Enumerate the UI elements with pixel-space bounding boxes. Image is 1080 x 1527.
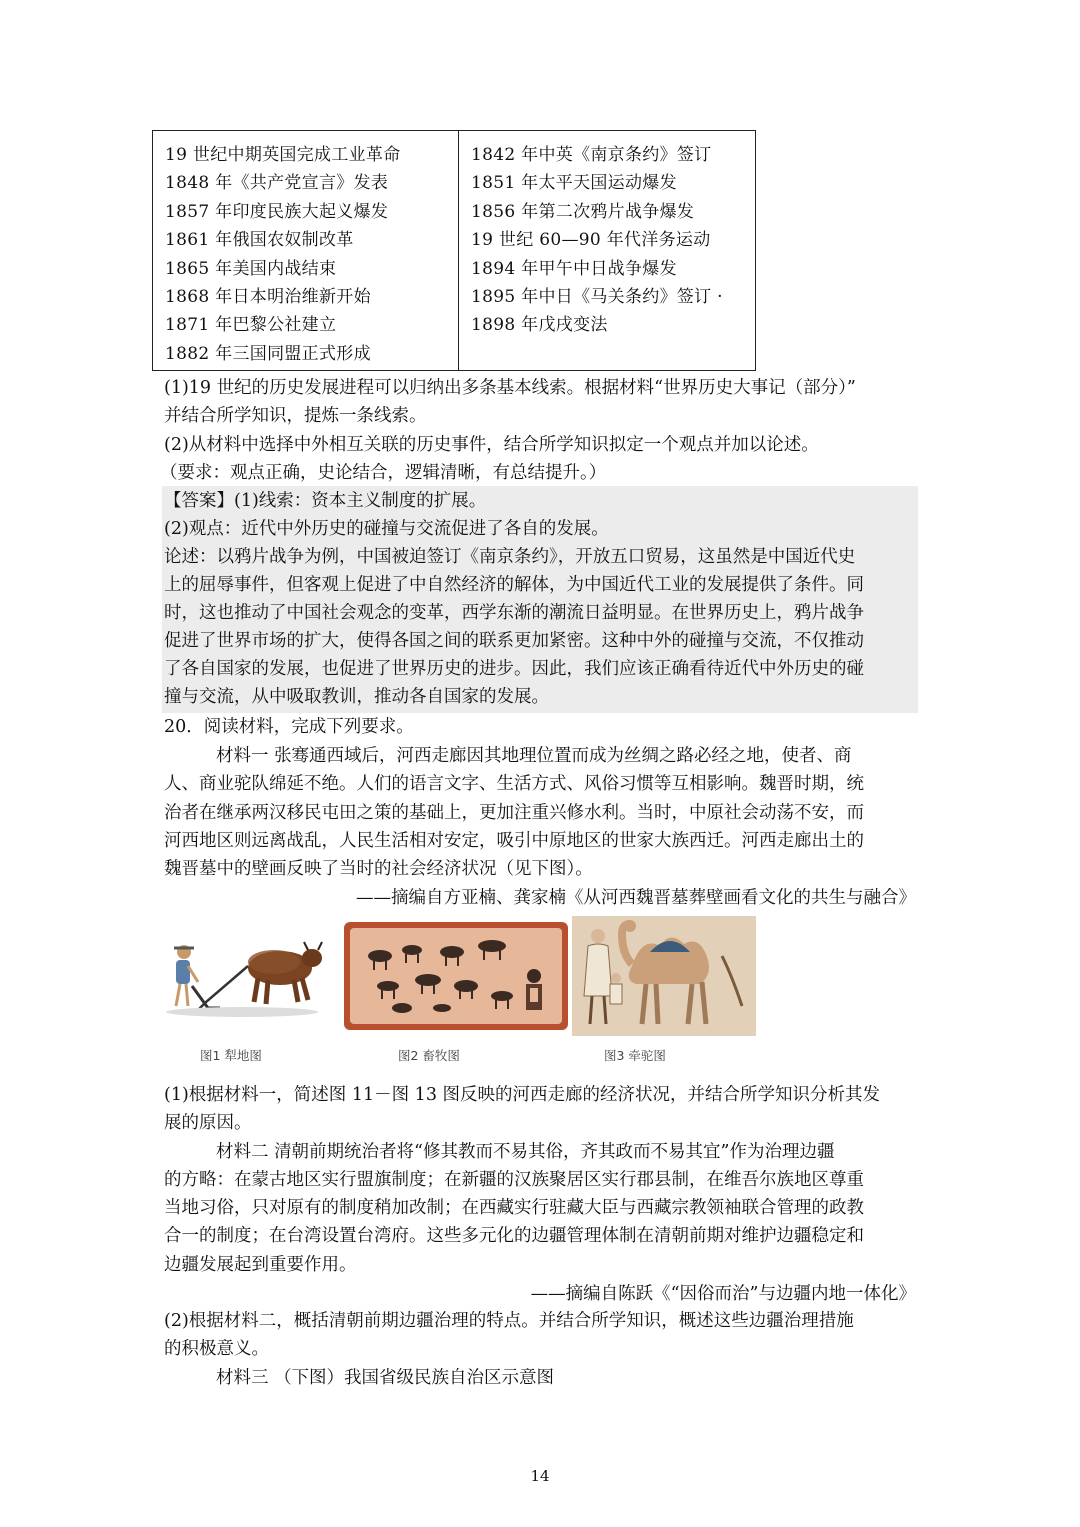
material2-source: ——摘编自陈跃《“因俗而治”与边疆内地一体化》 [530,1284,916,1304]
event-item: 1882 年三国同盟正式形成 [165,343,371,364]
q20-question-2-cont: 的积极意义。 [164,1339,269,1359]
event-item: 1842 年中英《南京条约》签订 [471,145,712,165]
material1-line: 人、商业驼队绵延不绝。人们的语言文字、生活方式、风俗习惯等互相影响。魏晋时期，统 [164,774,864,794]
q20-question-1: (1)根据材料一，简述图 11－图 13 图反映的河西走廊的经济状况，并结合所学知识分析其发 [164,1085,881,1105]
event-item: 1865 年美国内战结束 [165,258,337,279]
event-table [152,130,756,371]
material2-line: 当地习俗，只对原有的制度稍加改制；在西藏实行驻藏大臣与西藏宗教领袖联合管理的政教 [164,1198,864,1218]
q20-title: 20．阅读材料，完成下列要求。 [164,717,414,737]
event-item: 1861 年俄国农奴制改革 [165,230,354,251]
answer-line: 上的屈辱事件，但客观上促进了中自然经济的解体，为中国近代工业的发展提供了条件。同 [164,575,864,595]
event-column-world [153,131,459,371]
page-number: 14 [530,1467,550,1485]
answer-line: 了各自国家的发展，也促进了世界历史的进步。因此，我们应该正确看待近代中外历史的碰 [164,659,864,679]
material1-line: 治者在继承两汉移民屯田之策的基础上，更加注重兴修水利。当时，中原社会动荡不安，而 [164,803,864,823]
event-item: 1895 年中日《马关条约》签订 · [471,286,723,307]
answer-line: 论述：以鸦片战争为例，中国被迫签订《南京条约》，开放五口贸易，这虽然是中国近代史 [164,547,856,567]
material1-source: ——摘编自方亚楠、龚家楠《从河西魏晋墓葬壁画看文化的共生与融合》 [356,888,916,908]
event-item: 1871 年巴黎公社建立 [165,315,337,336]
figure-caption: 图3 牵驼图 [604,1048,666,1063]
material1-line: 河西地区则远离战乱，人民生活相对安定，吸引中原地区的世家大族西迁。河西走廊出土的 [164,831,864,851]
q19-question-1: (1)19 世纪的历史发展进程可以归纳出多条基本线索。根据材料“世界历史大事记（部分）” [164,378,856,398]
event-item: 1857 年印度民族大起义爆发 [165,201,389,222]
material2-line: 的方略：在蒙古地区实行盟旗制度；在新疆的汉族聚居区实行郡县制，在维吾尔族地区尊重 [164,1170,864,1190]
answer-line: 【答案】(1)线索：资本主义制度的扩展。 [164,491,487,511]
q19-requirement: （要求：观点正确，史论结合，逻辑清晰，有总结提升。） [160,463,607,483]
figure-camel-image [572,916,756,1036]
answer-line: 撞与交流，从中吸取教训，推动各自国家的发展。 [164,687,549,707]
material1-line: 材料一 张骞通西域后，河西走廊因其地理位置而成为丝绸之路必经之地，使者、商 [216,746,852,766]
event-item: 1848 年《共产党宣言》发表 [165,173,389,194]
material2-line: 合一的制度；在台湾设置台湾府。这些多元化的边疆管理体制在清朝前期对维护边疆稳定和 [164,1226,864,1246]
event-item: 1856 年第二次鸦片战争爆发 [471,201,695,222]
event-item: 1898 年戊戌变法 [471,315,608,336]
event-column-china [459,131,756,371]
answer-line: 时，这也推动了中国社会观念的变革，西学东渐的潮流日益明显。在世界历史上，鸦片战争 [164,603,864,623]
answer-line: 促进了世界市场的扩大，使得各国之间的联系更加紧密。这种中外的碰撞与交流，不仅推动 [164,631,864,651]
event-item: 19 世纪 60—90 年代洋务运动 [471,230,711,251]
q19-question-2: (2)从材料中选择中外相互关联的历史事件，结合所学知识拟定一个观点并加以论述。 [164,435,819,455]
event-item: 1894 年甲午中日战争爆发 [471,258,677,279]
material2-line: 材料二 清朝前期统治者将“修其教而不易其俗，齐其政而不易其宜”作为治理边疆 [216,1142,835,1162]
figure-plough-image [162,916,334,1036]
answer-line: (2)观点：近代中外历史的碰撞与交流促进了各自的发展。 [164,519,609,539]
figure-caption: 图2 畜牧图 [398,1048,460,1063]
q20-question-1-cont: 展的原因。 [164,1113,252,1133]
figure-caption: 图1 犁地图 [200,1048,262,1063]
q20-question-2: (2)根据材料二，概括清朝前期边疆治理的特点。并结合所学知识，概述这些边疆治理措施 [164,1311,854,1331]
material3-heading: 材料三 （下图）我国省级民族自治区示意图 [216,1368,555,1388]
material2-line: 边疆发展起到重要作用。 [164,1255,357,1275]
event-item: 1851 年太平天国运动爆发 [471,173,677,194]
event-item: 19 世纪中期英国完成工业革命 [165,145,401,165]
q19-question-1-cont: 并结合所学知识，提炼一条线索。 [164,406,427,426]
material1-line: 魏晋墓中的壁画反映了当时的社会经济状况（见下图）。 [164,859,593,879]
figure-herding-image [342,916,570,1036]
event-item: 1868 年日本明治维新开始 [165,286,371,307]
